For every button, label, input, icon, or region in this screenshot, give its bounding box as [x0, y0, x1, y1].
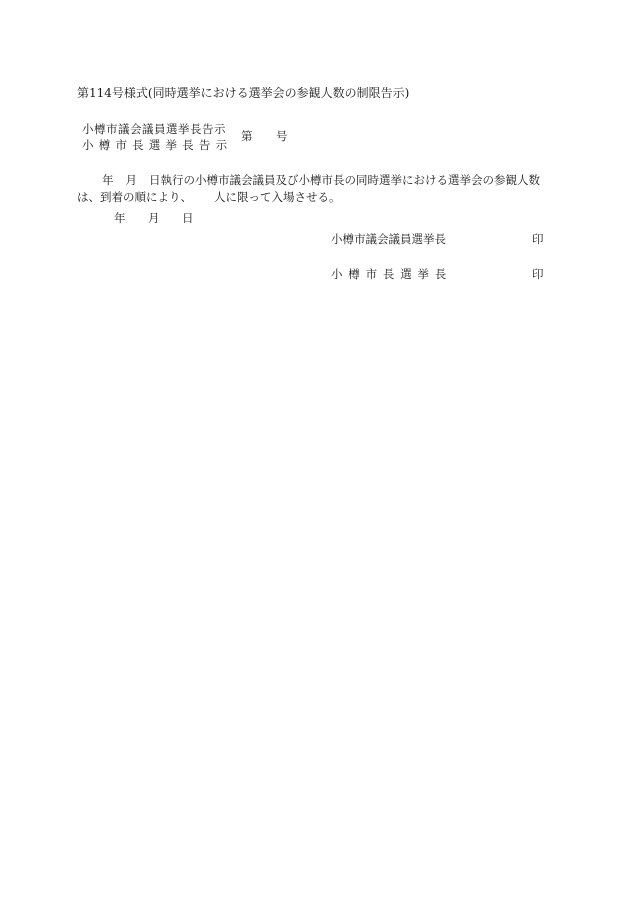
body-year-label: 年 — [102, 173, 114, 187]
body-line-1-text: 日執行の小樽市議会議員及び小樽市長の同時選挙における選挙会の参観人数 — [149, 173, 540, 187]
date-day-label: 日 — [182, 211, 194, 225]
body-month-label: 月 — [125, 173, 137, 187]
signature-mayor-election-chief: 小樽市長選挙長 — [331, 267, 453, 281]
date-year-label: 年 — [114, 211, 126, 225]
body-line-2-end: 人に限って入場させる。 — [214, 190, 341, 204]
signature-council-election-chief: 小樽市議会議員選挙長 — [331, 232, 446, 246]
date-month-label: 月 — [148, 211, 160, 225]
notice-number-suffix: 号 — [276, 129, 288, 143]
body-paragraph-line-2 — [77, 189, 341, 205]
notice-number-prefix: 第 — [241, 129, 253, 143]
body-line-2-start: は、到着の順により、 — [77, 190, 192, 204]
notice-header-line-1: 小樽市議会議員選挙長告示 — [82, 122, 226, 136]
body-paragraph-line-1 — [102, 172, 540, 188]
form-title: 第114号様式(同時選挙における選挙会の参観人数の制限告示) — [77, 86, 410, 100]
seal-mark: 印 — [532, 267, 544, 281]
seal-mark: 印 — [532, 232, 544, 246]
notice-header-line-2: 小樽市長選挙長告示 — [82, 138, 233, 152]
